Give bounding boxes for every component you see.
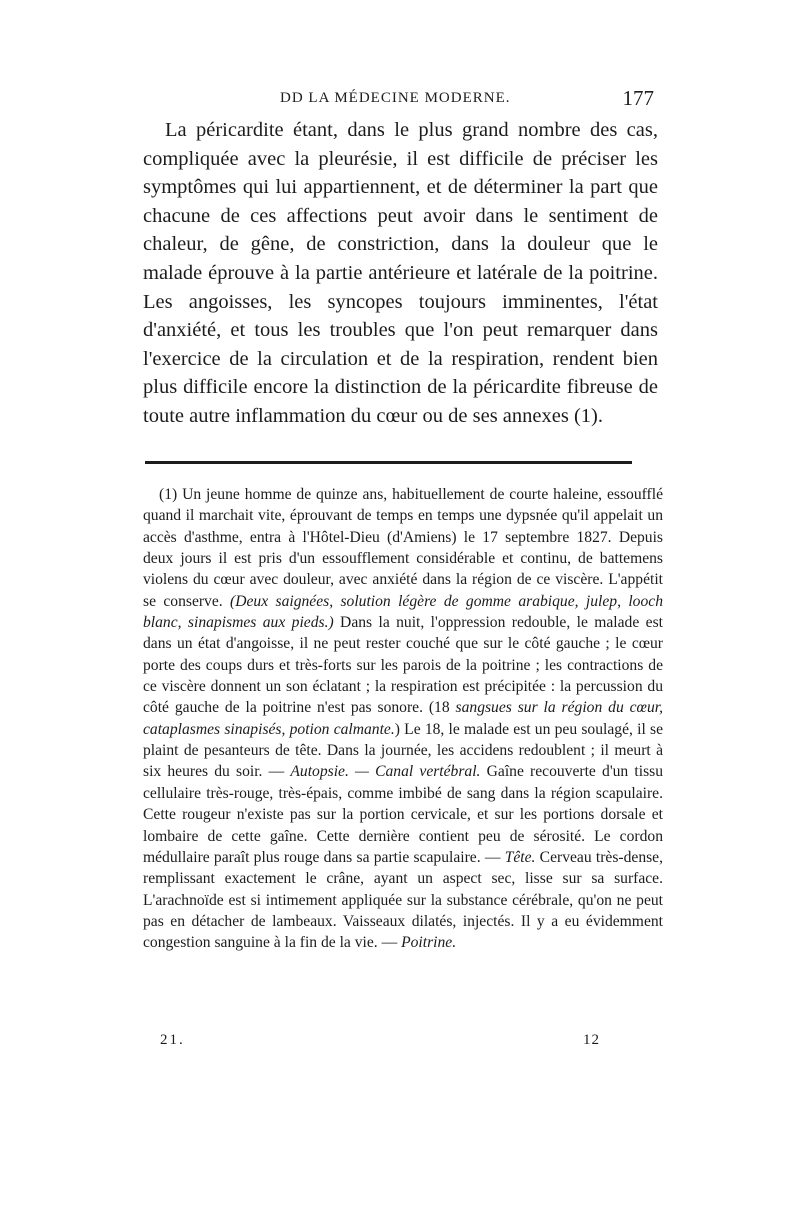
footnote-text: (1) Un jeune homme de quinze ans, habituellement de courte haleine, essoufflé quand il marchait vite, éprouvant de temps en temps une dypsnée qu'il appelait un accès d'asthme, entra à l'Hôtel-Dieu (d'Amiens) le 17 septembre 1827. Depuis deux jours il est pris d'un essoufflement considérable et continu, de battemens violens du cœur avec douleur, avec anxiété dans la région de ce viscère. L'appétit se conserve.	[143, 486, 663, 610]
footnote-italic-text: Poitrine.	[401, 934, 457, 952]
footnote-italic-text: (Deux saignées, solution légère de gomme arabique, julep, looch blanc, sinapismes aux pieds.)	[143, 592, 663, 632]
footnote-text: Dans la nuit, l'oppression redouble, le malade est dans un état d'angoisse, il ne peut rester couché que sur le côté gauche ; le cœur porte des coups durs et très-forts sur les parois de la poitrine ; les contractions de ce viscère donnent un son éclatant ; la respiration est précipitée : la percussion du côté gauche de la poitrine n'est pas sonore. (18	[143, 614, 663, 717]
footnote-italic-text: Tête.	[504, 848, 536, 866]
footnote-text: ) Le 18, le malade est un peu soulagé, il se plaint de pesanteurs de tête. Dans la journée, les accidens redoublent ; il meurt à six heures du soir. —	[143, 720, 663, 781]
page-number: 177	[622, 86, 654, 110]
sheet-number: 12	[583, 1032, 600, 1048]
page-footer	[160, 1032, 600, 1056]
footnote	[143, 484, 663, 954]
footnote-italic-text: sangsues sur la région du cœur, cataplasmes sinapisés, potion calmante.	[143, 699, 663, 738]
footnote-paragraph	[143, 484, 663, 954]
footnote-text: Cerveau très-dense, remplissant exactement le crâne, ayant un aspect sec, lisse sur sa surface. L'arachnoïde est si intimement appliquée sur la substance cérébrale, qu'on ne peut pas en détacher de lambeaux. Vaisseaux dilatés, injectés. Il y a eu évidemment congestion sanguine à la fin de la vie. —	[143, 848, 663, 952]
body-paragraph: La péricardite étant, dans le plus grand nombre des cas, compliquée avec la pleurésie, il est difficile de préciser les symptômes qui lui appartiennent, et de déterminer la part que chacune de ces affections peut avoir dans le sentiment de chaleur, de gêne, de constriction, dans la douleur que le malade éprouve à la partie antérieure et latérale de la poitrine. Les angoisses, les syncopes toujours imminentes, l'état d'anxiété, et tous les troubles que l'on peut remarquer dans l'exercice de la circulation et de la respiration, rendent bien plus difficile encore la distinction de la péricardite fibreuse de toute autre inflammation du cœur ou de ses annexes (1).	[143, 119, 658, 427]
footnote-text: Gaîne recouverte d'un tissu cellulaire très-rouge, très-épais, comme imbibé de sang dans la région scapulaire. Cette rougeur n'existe pas sur la portion cervicale, et sur les portions dorsale et lombaire de cette gaîne. Cette dernière contient peu de sérosité. Le cordon médullaire paraît plus rouge dans sa partie scapulaire. —	[143, 763, 664, 866]
footnote-italic-text: Autopsie. — Canal vertébral.	[290, 763, 481, 781]
page-header	[150, 86, 658, 114]
main-text	[143, 116, 658, 431]
signature-mark: 21.	[160, 1032, 185, 1048]
footnote-separator-rule	[145, 461, 632, 464]
running-head: DD LA MÉDECINE MODERNE.	[280, 90, 511, 106]
